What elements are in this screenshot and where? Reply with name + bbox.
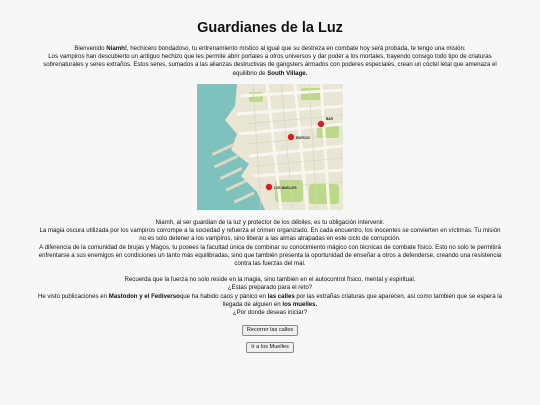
city-map-drawing (197, 84, 343, 210)
seen-line (10, 293, 530, 301)
magic-line-2: no es solo detener a los vampiros, sino liberar a las almas atrapadas en este ciclo de corrupción. (139, 235, 401, 243)
docks-highlight: los muelles. (282, 300, 318, 308)
start-question: ¿Por donde deseas iniciar? (232, 309, 308, 317)
greeting-post: , hechicero bondadoso, tu entrenamiento místico al igual que su destreza en combate hoy será probada, te tengo una misión: (126, 45, 466, 52)
lore-line-3-pre: equilibrio de (232, 69, 268, 77)
lore-line-1: Los vampiros han descubierto un antiguo hechizo que les permite abrir portales a otros universos y dar poder a los mortales, trayendo consigo todo tipo de criaturas (48, 53, 492, 61)
player-name: Niamh! (106, 45, 127, 52)
intro-text (12, 45, 528, 78)
marker-label-muelles: LOS MUELLES (274, 186, 297, 190)
streets-highlight: las calles (267, 292, 295, 300)
greeting-line (12, 45, 528, 53)
go-to-docks-button[interactable]: Ir a los Muelles (246, 342, 294, 353)
difference-line-2: enfrentarse a sus enemigos en condiciones un tanto más equilibradas, sino que también presenta la oportunidad de enseñar a otros a defenderse, creando una resistencia (38, 251, 502, 259)
city-map (197, 84, 343, 210)
seen-mid: que ha habido caos y pánico en (179, 292, 268, 300)
story-text (10, 219, 530, 317)
difference-line-1: A diferencia de la comunidad de brujas y Magos, tu posees la facultad única de combinar su conocimiento mágico con técnicas de combate físico. Esto no solo te permitirá (39, 243, 501, 251)
marker-label-bar: BAR (326, 117, 333, 121)
page-title: Guardianes de la Luz (197, 20, 343, 36)
duty-line: Niamh, al ser guardian de la luz y protector de los débiles, es tu obligación intervenir. (155, 219, 385, 226)
greeting-pre: Bienvenido (74, 45, 107, 52)
arrival-line (10, 301, 530, 309)
magic-line-1: La magia oscura utilizada por los vampiros corrompe a la sociedad y refuerza el crimen organizado. En cada encuentro, los inocentes se convierten en víctimas. Tu misión (39, 227, 501, 235)
ready-line: ¿Estas preparado para el reto? (227, 284, 313, 292)
city-name: South Village. (267, 69, 308, 77)
choice-buttons (0, 318, 540, 352)
spacer (10, 268, 530, 276)
marker-label-edificio: EDIFICIO (296, 136, 310, 140)
seen-post: por las extrañas criaturas que aparecen, así como también que se espera la (294, 292, 503, 300)
choice-row-docks (0, 335, 540, 352)
arrival-pre: llegada de alguien en (222, 300, 283, 308)
lore-line-3 (12, 70, 528, 78)
difference-line-3: contra las fuerzas del mal. (234, 260, 306, 268)
choice-row-streets (0, 318, 540, 335)
remember-line: Recuerda que la fuerza no solo reside en la magia, sino también en el autocontrol físico, mental y espiritual. (124, 276, 416, 284)
seen-pre: He visto publicaciones en (37, 292, 109, 300)
lore-line-2: sobrenaturales y seres extraños. Estos seres, sumados a las alianzas destructivas de gangsters armados con poderes especiales, crean un cóctel letal que amenaza el (43, 61, 497, 69)
social-link: Mastodon y el Fediverso (108, 292, 180, 300)
walk-streets-button[interactable]: Recorrer las calles (242, 325, 298, 336)
